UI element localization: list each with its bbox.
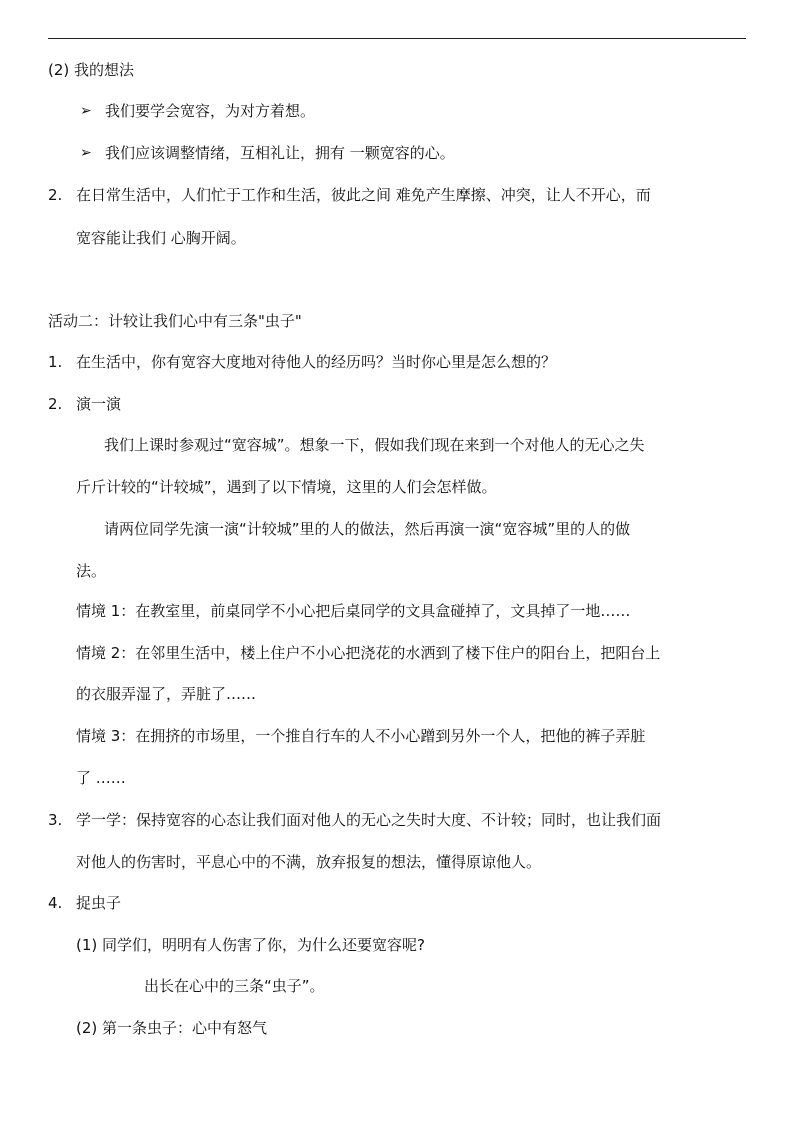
bullet-text: 我们应该调整情绪，互相礼让，拥有 一颗宽容的心。: [105, 144, 455, 162]
list-number: 3.: [48, 811, 63, 829]
paragraph-line: 在日常生活中，人们忙于工作和生活，彼此之间 难免产生摩擦、冲突，让人不开心，而: [76, 186, 651, 204]
paragraph-line: 斤斤计较的“计较城”，遇到了以下情境，这里的人们会怎样做。: [76, 478, 497, 496]
bullet-text: 我们要学会宽容，为对方着想。: [105, 102, 316, 120]
paragraph-line: 对他人的伤害时，平息心中的不满，放弃报复的想法，懂得原谅他人。: [76, 853, 542, 871]
paragraph-line: 学一学：保持宽容的心态让我们面对他人的无心之失时大度、不计较；同时，也让我们面: [76, 811, 662, 829]
scene-text: 的衣服弄湿了，弄脏了……: [76, 685, 257, 703]
paragraph-line: 请两位同学先演一演“计较城”里的人的做法，然后再演一演“宽容城”里的人的做: [104, 520, 631, 538]
answer-text: 出长在心中的三条“虫子”。: [144, 977, 325, 995]
arrow-bullet-icon: ➢: [80, 103, 92, 119]
list-number: 4.: [48, 894, 63, 912]
arrow-bullet-icon: ➢: [80, 145, 92, 161]
list-number: 1.: [48, 353, 63, 371]
scene-text: 情境 3：在拥挤的市场里，一个推自行车的人不小心蹭到另外一个人，把他的裤子弄脏: [76, 727, 646, 745]
scene-text: 情境 1：在教室里，前桌同学不小心把后桌同学的文具盒碰掉了，文具掉了一地……: [76, 602, 631, 620]
scene-text: 了 ……: [76, 769, 126, 787]
list-number: 2.: [48, 186, 63, 204]
item-title: 捉虫子: [76, 894, 122, 912]
item-title: 演一演: [76, 395, 122, 413]
scene-text: 情境 2：在邻里生活中，楼上住户不小心把浇花的水洒到了楼下住户的阳台上，把阳台上: [76, 644, 661, 662]
header-rule: [48, 38, 746, 39]
subquestion-text: (2) 第一条虫子：心中有怒气: [76, 1019, 268, 1037]
list-number: 2.: [48, 395, 63, 413]
paragraph-line: 法。: [76, 562, 107, 580]
activity-title: 活动二：计较让我们心中有三条"虫子": [48, 312, 302, 330]
subsection-label: (2) 我的想法: [48, 61, 135, 79]
paragraph-line: 我们上课时参观过“宽容城”。想象一下，假如我们现在来到一个对他人的无心之失: [104, 436, 645, 454]
paragraph-line: 宽容能让我们 心胸开阔。: [76, 229, 246, 247]
question-text: 在生活中，你有宽容大度地对待他人的经历吗？当时你心里是怎么想的？: [76, 353, 557, 371]
subquestion-text: (1) 同学们，明明有人伤害了你，为什么还要宽容呢?: [76, 936, 425, 954]
